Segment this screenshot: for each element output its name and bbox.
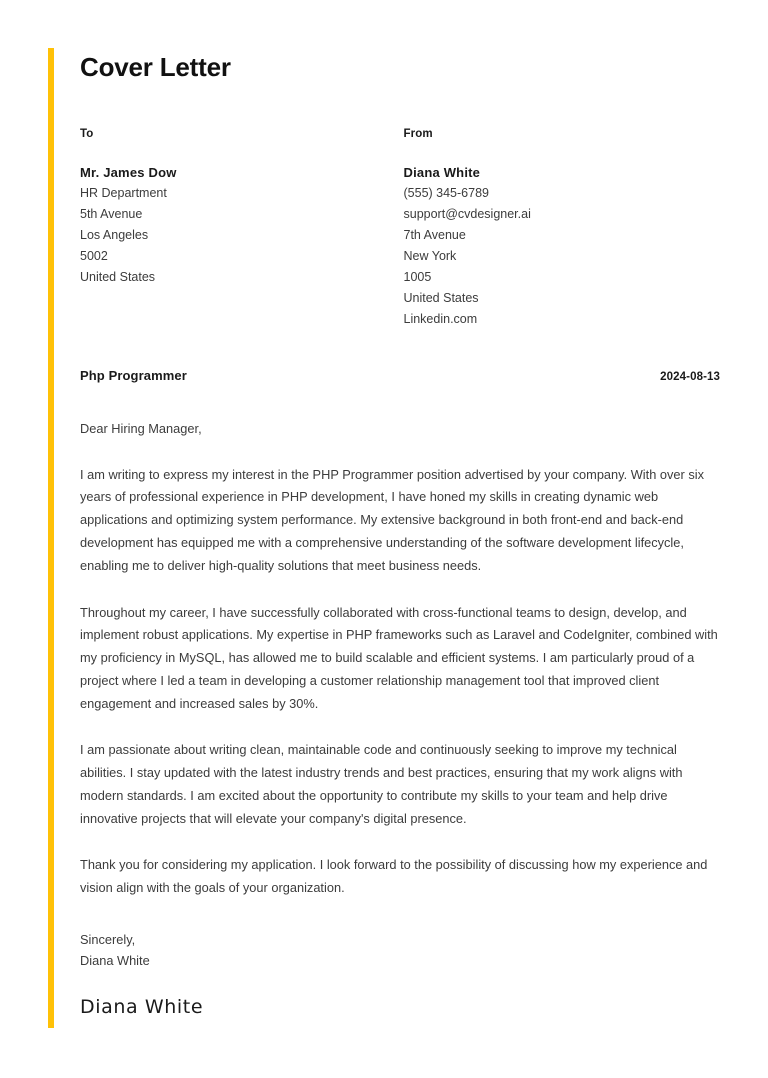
body-paragraph: Throughout my career, I have successfully collaborated with cross-functional teams to design, develop, and implement robust applications. My expertise in PHP frameworks such as Laravel and CodeIgniter, combined with my proficiency in MySQL, has allowed me to build scalable and efficient systems. I am particularly proud of a project where I led a team in developing a customer relationship management tool that improved client engagement and increased sales by 30%. [80,604,718,711]
body-paragraph: I am passionate about writing clean, maintainable code and continuously seeking to improve my technical abilities. I stay updated with the latest industry trends and best practices, ensuring that my work aligns with modern standards. I am excited about the opportunity to contribute my skills to your team and help drive innovative projects that will elevate your company's digital presence. [80,742,683,826]
recipient-line: 5th Avenue [80,207,143,222]
address-block [80,128,720,330]
recipient-column [80,128,397,330]
sender-email: support@cvdesigner.ai [403,207,531,222]
sender-line: 7th Avenue [403,228,466,243]
sender-line: New York [403,249,457,264]
body-paragraph: Thank you for considering my application. I look forward to the possibility of discussing how my experience and vision align with the goals of your organization. [80,857,708,896]
sender-line: United States [403,291,479,306]
recipient-line: 5002 [80,249,108,264]
sender-name: Diana White [403,165,481,181]
page-title: Cover Letter [80,52,231,82]
recipient-line: HR Department [80,186,167,201]
job-position-title: Php Programmer [80,368,187,384]
letter-date: 2024-08-13 [660,371,720,384]
sender-phone: (555) 345-6789 [403,186,489,201]
recipient-line: Los Angeles [80,228,149,243]
letter-content [80,40,720,1019]
recipient-label: To [80,128,94,141]
body-paragraph: I am writing to express my interest in the PHP Programmer position advertised by your company. With over six years of professional experience in PHP development, I have honed my skills in creating dynamic web applications and optimizing system performance. My extensive background in both front-end and back-end development has equipped me with a comprehensive understanding of the software development lifecycle, enabling me to deliver high-quality solutions that meet business needs. [80,466,704,573]
sender-website: Linkedin.com [403,312,478,327]
left-accent-bar [48,48,54,1028]
sender-column [397,128,721,330]
sender-label: From [403,128,433,141]
salutation: Dear Hiring Manager, [80,421,202,437]
sender-line: 1005 [403,270,432,285]
closing-name: Diana White [80,953,150,969]
recipient-name: Mr. James Dow [80,165,177,181]
closing-salutation: Sincerely, [80,931,136,947]
recipient-line: United States [80,270,156,285]
signature: Diana White [80,995,204,1018]
closing-block [80,929,720,1019]
subject-row [80,368,720,383]
